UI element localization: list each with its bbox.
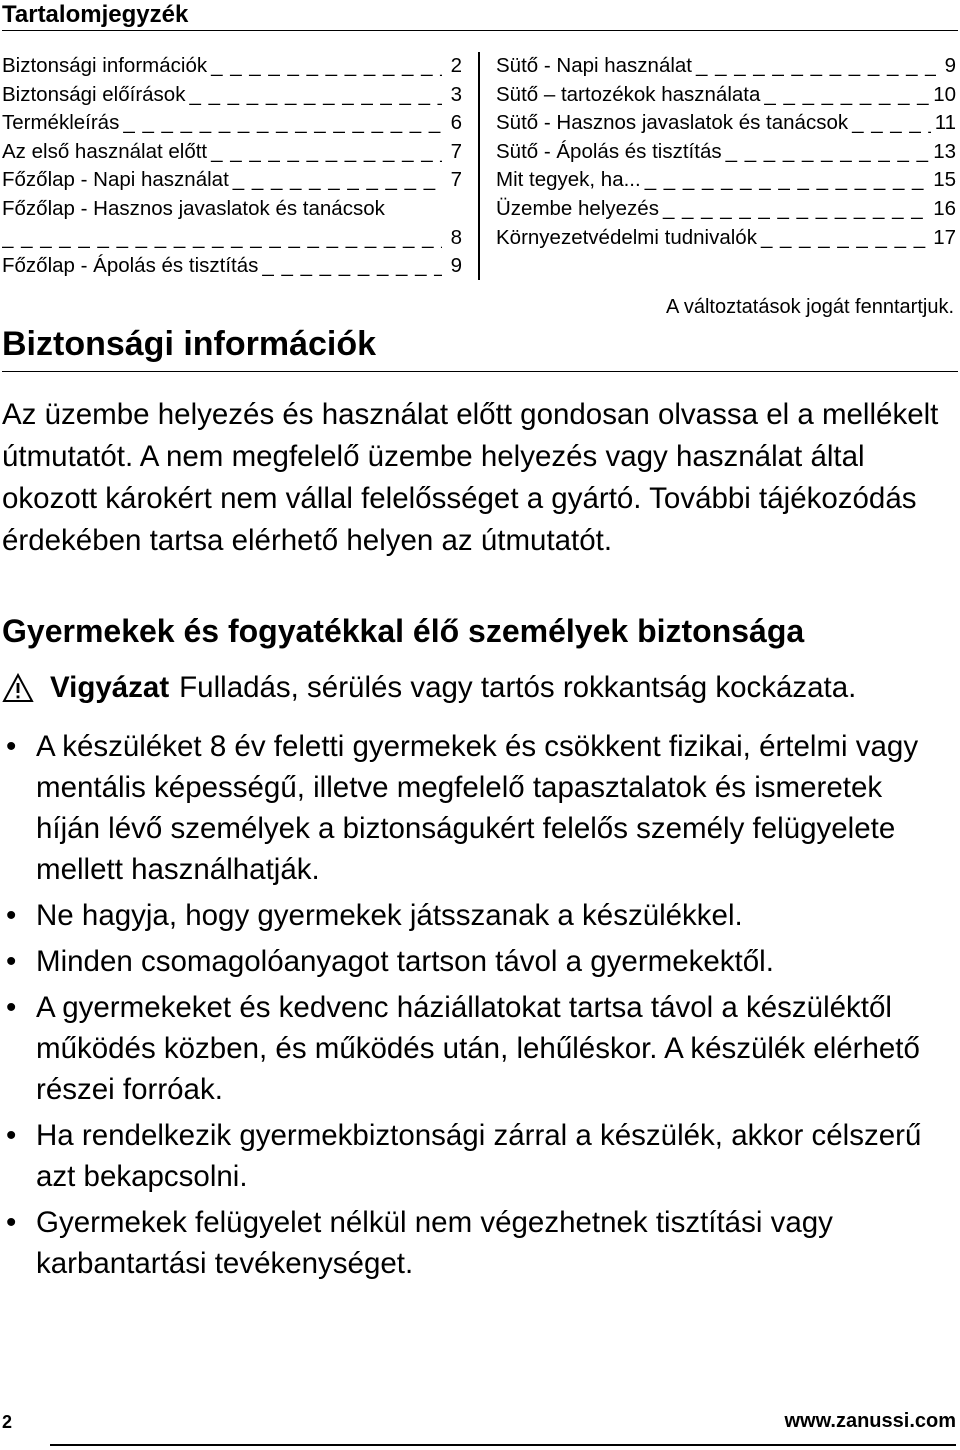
warning-label: Vigyázat [50, 671, 170, 704]
bullet-icon: • [6, 899, 17, 932]
toc-entry-title: Termékleírás [2, 111, 120, 135]
bullet-icon: • [6, 945, 17, 978]
toc-entry[interactable] [496, 224, 956, 253]
toc-entry[interactable] [496, 81, 956, 110]
list-item [2, 1115, 952, 1197]
toc-entry[interactable] [2, 138, 462, 167]
list-item-text: A gyermekeket és kedvenc háziállatokat tartsa távol a készüléktől működés közben, és működés után, lehűléskor. A készülék elérhető részei forróak. [36, 991, 920, 1106]
toc-entry-page: 7 [450, 139, 462, 163]
toc-entry-title: Üzembe helyezés [496, 196, 659, 220]
toc-leader [229, 166, 442, 195]
toc-entry[interactable] [2, 252, 462, 281]
toc-leader [641, 166, 929, 195]
toc-entry-title: Biztonsági előírások [2, 82, 186, 106]
toc-entry[interactable] [2, 81, 462, 110]
toc-right-column [496, 52, 956, 252]
toc-entry-title: Főzőlap - Hasznos javaslatok és tanácsok [2, 196, 385, 220]
toc-divider [478, 52, 480, 280]
toc-entry-page: 13 [933, 139, 956, 163]
toc-entry[interactable] [496, 109, 956, 138]
toc-leader [659, 195, 929, 224]
toc-leader [258, 252, 442, 281]
toc-entry-title: Sütő - Hasznos javaslatok és tanácsok [496, 111, 849, 135]
toc-entry[interactable] [2, 166, 462, 195]
subsection-heading: Gyermekek és fogyatékkal élő személyek biztonsága [2, 613, 805, 649]
toc-entry-title: Az első használat előtt [2, 139, 208, 163]
toc-leader [692, 52, 936, 81]
toc-entry[interactable] [2, 195, 462, 224]
website-link[interactable]: www.zanussi.com [784, 1410, 956, 1432]
toc-entry[interactable] [496, 52, 956, 81]
toc-leader [757, 224, 929, 253]
toc-entry-page: 8 [450, 225, 462, 249]
toc-entry[interactable] [2, 52, 462, 81]
page-number: 2 [2, 1412, 13, 1432]
toc-entry-page: 3 [450, 82, 462, 106]
toc-leader [119, 109, 442, 138]
list-item [2, 941, 952, 982]
toc-entry-page: 7 [450, 168, 462, 192]
toc-leader [2, 224, 442, 253]
toc-left-column [2, 52, 462, 281]
bullet-icon: • [6, 730, 17, 763]
toc-entry[interactable] [496, 195, 956, 224]
toc-entry-page: 6 [450, 111, 462, 135]
toc-entry-page: 9 [450, 254, 462, 278]
list-item [2, 1202, 952, 1284]
rights-note: A változtatások jogát fenntartjuk. [666, 296, 954, 318]
toc-entry-title: Sütő - Ápolás és tisztítás [496, 139, 722, 163]
bullet-icon: • [6, 1206, 17, 1239]
toc-leader [185, 81, 442, 110]
section-heading: Biztonsági információk [2, 300, 958, 372]
warning-triangle-icon [2, 673, 34, 703]
list-item-text: Ne hagyja, hogy gyermekek játsszanak a készülékkel. [36, 899, 743, 932]
intro-paragraph: Az üzembe helyezés és használat előtt gondosan olvassa el a mellékelt útmutatót. A nem megfelelő üzembe helyezés vagy használat által okozott károkért nem vállal felelősséget a gyártó. További tájékozódás érdekében tartsa elérhető helyen az útmutatót. [2, 398, 939, 557]
list-item [2, 987, 952, 1110]
toc-entry-title: Sütő – tartozékok használata [496, 82, 761, 106]
list-item [2, 726, 952, 890]
list-item-text: Gyermekek felügyelet nélkül nem végezhetnek tisztítási vagy karbantartási tevékenységet. [36, 1206, 833, 1280]
toc-entry[interactable] [496, 166, 956, 195]
toc-entry-page: 11 [934, 111, 956, 135]
list-item-text: Ha rendelkezik gyermekbiztonsági zárral a készülék, akkor célszerű azt bekapcsolni. [36, 1119, 922, 1193]
warning-text: Fulladás, sérülés vagy tartós rokkantság kockázata. [179, 671, 857, 704]
footer-divider [50, 1444, 956, 1446]
toc-entry-continuation[interactable] [2, 224, 462, 253]
page-title: Tartalomjegyzék [2, 0, 958, 31]
toc-entry-title: Biztonsági információk [2, 54, 208, 77]
toc-entry-title: Főzőlap - Napi használat [2, 168, 229, 192]
warning-notice [2, 666, 958, 710]
toc-entry-page: 10 [933, 82, 956, 106]
bullet-icon: • [6, 1119, 17, 1152]
toc-entry-page: 16 [933, 196, 956, 220]
safety-list [2, 726, 952, 1289]
toc-entry[interactable] [2, 109, 462, 138]
list-item [2, 895, 952, 936]
toc-entry-page: 2 [450, 54, 462, 77]
toc-leader [722, 138, 930, 167]
toc-entry-title: Környezetvédelmi tudnivalók [496, 225, 757, 249]
toc-entry-title: Főzőlap - Ápolás és tisztítás [2, 254, 259, 278]
toc-leader [207, 138, 442, 167]
toc-entry-title: Sütő - Napi használat [496, 54, 693, 77]
bullet-icon: • [6, 991, 17, 1024]
toc-entry-page: 9 [944, 54, 956, 77]
toc-leader [207, 52, 442, 81]
toc-entry-page: 17 [933, 225, 956, 249]
toc-entry[interactable] [496, 138, 956, 167]
list-item-text: A készüléket 8 év feletti gyermekek és csökkent fizikai, értelmi vagy mentális képességű, illetve megfelelő tapasztalatok és ismeretek híján lévő személyek a biztonságukért felelős személy felügyelete mellett használhatják. [36, 730, 919, 886]
toc-leader [760, 81, 929, 110]
toc-entry-title: Mit tegyek, ha... [496, 168, 641, 192]
toc-entry-page: 15 [933, 168, 956, 192]
list-item-text: Minden csomagolóanyagot tartson távol a gyermekektől. [36, 945, 774, 978]
toc-leader [848, 109, 931, 138]
